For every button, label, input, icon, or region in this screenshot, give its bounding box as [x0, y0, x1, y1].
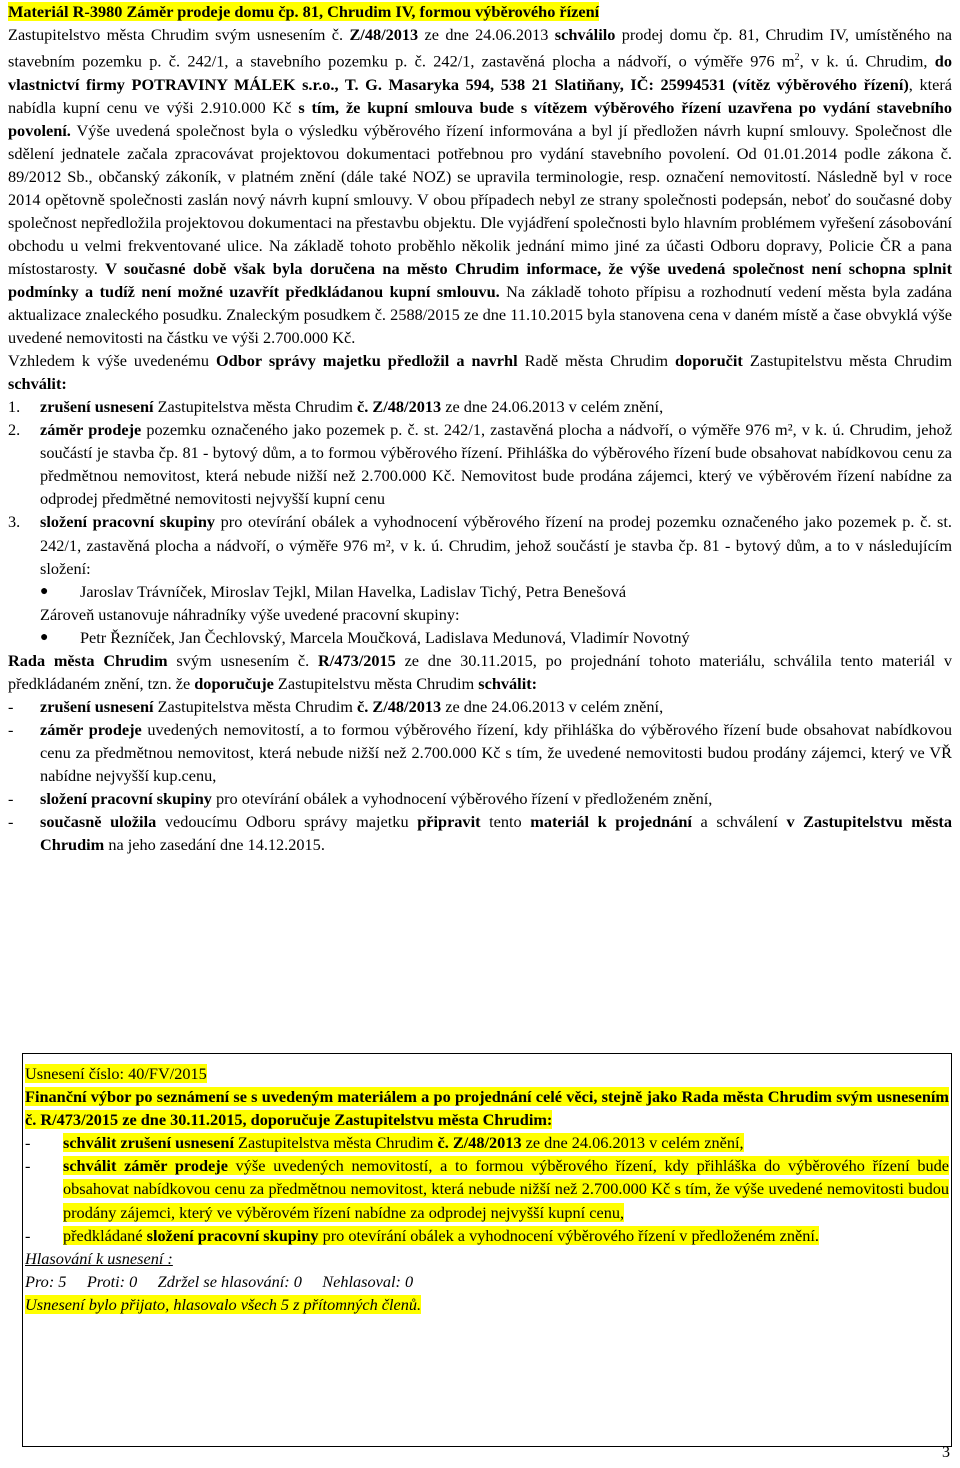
list-number: 2.	[8, 420, 21, 440]
item-bold: materiál k projednání	[530, 812, 692, 832]
resolution-result-text: Usnesení bylo přijato, hlasovalo všech 5 z přítomných členů.	[25, 1294, 422, 1314]
intro-text: , v k. ú. Chrudim,	[799, 51, 935, 71]
vote-pro: Pro: 5	[25, 1271, 67, 1291]
document-title	[8, 0, 952, 23]
council-text: Zastupitelstvu města Chrudim	[273, 673, 479, 693]
item-text: Zastupitelstva města Chrudim	[153, 696, 358, 716]
substitutes-list: Petr Řezníček, Jan Čechlovský, Marcela Moučková, Ladislava Medunová, Vladimír Novotný	[80, 627, 690, 647]
vote-nehlasoval: Nehlasoval: 0	[322, 1271, 414, 1291]
bullet-icon: ●	[40, 629, 49, 645]
item-text: ze dne 24.06.2013 v celém znění,	[521, 1133, 744, 1153]
item-lead: schválit záměr prodeje	[63, 1156, 228, 1176]
resolution-item	[25, 1224, 949, 1247]
item-lead: záměr prodeje	[40, 719, 142, 739]
intro-text: prodej domu čp. 81, Chrudim IV, umístěného na stavebním pozemku p. č. 242/1, a stavebního pozemku p. č. 242/1, zastavěná plocha a nádvoří, o výměře 976 m	[8, 25, 952, 71]
members-list: Jaroslav Trávníček, Miroslav Tejkl, Milan Havelka, Ladislav Tichý, Petra Benešová	[80, 581, 627, 601]
vote-heading-text: Hlasování k usnesení :	[25, 1248, 173, 1268]
list-lead: složení pracovní skupiny	[40, 512, 216, 532]
resolution-intro	[25, 1085, 949, 1131]
document-page	[8, 0, 952, 856]
council-item	[8, 695, 952, 718]
item-text: uvedených nemovitostí, a to formou výběrového řízení, kdy přihláška do výběrového řízení bude obsahovat nabídkovou cenu za předmětnou nemovitost, která nebude nižší než 2.700.000 Kč s tím, že uvedené nemovitosti budou prodány zájemci, který ve VŘ nabídne nejvyšší kup.cenu,	[40, 719, 953, 785]
item-text: ze dne 24.06.2013 v celém znění,	[441, 696, 664, 716]
item-lead: zrušení usnesení	[40, 696, 154, 716]
vote-heading	[25, 1247, 949, 1270]
resolution-number-text: Usnesení číslo: 40/FV/2015	[25, 1064, 207, 1083]
council-item	[8, 718, 952, 787]
council-item	[8, 787, 952, 810]
dash-marker: -	[8, 696, 14, 716]
intro-text: ze dne 24.06.2013	[418, 25, 555, 45]
intro-text: Zastupitelstvo města Chrudim svým usnesením č.	[8, 25, 344, 45]
list-ref: č. Z/48/2013	[357, 397, 442, 417]
list-item	[8, 418, 952, 510]
list-item	[8, 395, 952, 418]
list-text: pro otevírání obálek a vyhodnocení výběrového řízení na prodej pozemku označeného jako pozemek p. č. st. 242/1, zastavěná plocha a nádvoří, o výměře 976 m², v k. ú. Chrudim, jehož součástí je stavba čp. 81 - bytový dům, a to v následujícím složení:	[40, 512, 952, 578]
bullet-icon: ●	[40, 583, 49, 599]
member-bullet	[40, 580, 952, 603]
item-text: pro otevírání obálek a vyhodnocení výběrového řízení v předloženém znění.	[318, 1225, 819, 1245]
item-text: a schválení	[691, 812, 787, 832]
council-paragraph	[8, 649, 952, 695]
item-text: tento	[480, 812, 531, 832]
resolution-item	[25, 1131, 949, 1154]
list-text: ze dne 24.06.2013 v celém znění,	[441, 397, 664, 417]
proposal-text: Zastupitelstvu města Chrudim	[742, 351, 953, 371]
item-text: na jeho zasedání dne 14.12.2015.	[104, 835, 325, 855]
council-recommend: doporučuje	[194, 673, 274, 693]
substitutes-intro: Zároveň ustanovuje náhradníky výše uvedené pracovní skupiny:	[40, 604, 460, 624]
item-lead: složení pracovní skupiny	[146, 1225, 319, 1245]
proposal-text: Radě města Chrudim	[517, 351, 675, 371]
intro-paragraph	[8, 23, 952, 349]
item-text: předkládané	[63, 1225, 147, 1245]
item-ref: č. Z/48/2013	[437, 1133, 522, 1153]
vote-results	[25, 1270, 949, 1293]
item-ref: č. Z/48/2013	[357, 696, 442, 716]
item-text: vedoucímu Odboru správy majetku	[156, 812, 418, 832]
item-lead: současně uložila	[40, 812, 157, 832]
list-item	[8, 510, 952, 579]
intro-condition: s tím, že kupní smlouva bude s vítězem výběrového řízení uzavřena po vydání stavebního povolení.	[8, 97, 952, 140]
item-text: Zastupitelstva města Chrudim	[233, 1133, 438, 1153]
council-name: Rada města Chrudim	[8, 650, 168, 670]
council-ref: R/473/2015	[318, 650, 396, 670]
dash-marker: -	[8, 812, 14, 832]
council-approve: schválit:	[478, 673, 538, 693]
dash-marker: -	[8, 719, 14, 739]
intro-notice: V současné době však byla doručena na město Chrudim informace, že výše uvedená společnost není schopna splnit podmínky a tudíž není možné uzavřít předkládanou kupní smlouvu.	[8, 258, 953, 301]
vote-zdrzel: Zdržel se hlasování: 0	[157, 1271, 302, 1291]
council-item	[8, 810, 952, 856]
list-number: 3.	[8, 512, 21, 532]
proposal-paragraph	[8, 349, 952, 395]
list-lead: zrušení usnesení	[40, 397, 154, 417]
item-lead: složení pracovní skupiny	[40, 789, 212, 809]
intro-text: Na základě tohoto přípisu a rozhodnutí vedení města byla zadána aktualizace znaleckého posudku. Znaleckým posudkem č. 2588/2015 ze dne 11.10.2015 byla stanovena cena v daném místě a čase obvyklá výše uvedené nemovitosti na částku ve výši 2.700.000 Kč.	[8, 281, 953, 348]
resolution-item	[25, 1154, 949, 1223]
proposal-dept: Odbor správy majetku předložil a navrhl	[216, 351, 518, 371]
council-text: svým usnesením č.	[167, 650, 318, 670]
resolution-intro-text: Finanční výbor po seznámení se s uvedeným materiálem a po projednání celé věci, stejně jako Rada města Chrudim svým usnesením č. R/473/2015 ze dne 30.11.2015, doporučuje Zastupitelstvu města Chrudim:	[25, 1087, 949, 1130]
title-text: Materiál R-3980 Záměr prodeje domu čp. 81, Chrudim IV, formou výběrového řízení	[8, 2, 600, 21]
council-text: ze dne 30.11.2015, po projednání tohoto materiálu, schválila tento materiál v předkládaném znění, tzn. že	[8, 650, 952, 693]
vote-proti: Proti: 0	[86, 1271, 138, 1291]
item-text: pro otevírání obálek a vyhodnocení výběrového řízení v předloženém znění,	[211, 789, 713, 809]
intro-text: , která nabídla kupní cenu ve výši 2.910.000 Kč	[8, 74, 952, 117]
dash-marker: -	[8, 789, 14, 809]
resolution-result	[25, 1293, 949, 1316]
intro-buyer: do vlastnictví firmy POTRAVINY MÁLEK s.r.o., T. G. Masaryka 594, 538 21 Slatiňany, IČ: 25994531 (vítěz výběrového řízení)	[8, 51, 952, 94]
list-lead: záměr prodeje	[40, 420, 142, 440]
proposal-approve: schválit:	[8, 374, 67, 394]
intro-resolution-ref: Z/48/2013	[349, 25, 419, 45]
dash-marker: -	[25, 1133, 31, 1153]
resolution-box	[22, 1053, 952, 1447]
intro-approved: schválilo	[554, 25, 616, 45]
page-number: 3	[942, 1444, 950, 1461]
proposal-text: Vzhledem k výše uvedenému	[8, 351, 216, 371]
list-text: Zastupitelstva města Chrudim	[153, 397, 358, 417]
item-lead: schválit zrušení usnesení	[63, 1133, 234, 1153]
superscript: 2	[794, 52, 800, 64]
intro-text: Výše uvedená společnost byla o výsledku výběrového řízení informována a byl jí předložen návrh kupní smlouvy. Společnost dle sdělení jednatele začala zpracovávat projektovou dokumentaci potřebnou pro vydání stavebního povolení. Od 01.01.2014 podle zákona č. 89/2012 Sb., občanský zákoník, v platném znění (dále také NOZ) se upravila terminologie, resp. označení nemovitostí. Následně byl v roce 2014 opětovně společnosti zaslán nový návrh kupní smlouvy. V obou případech nebyl ze strany společnosti podepsán, neboť do současné doby společnost nepředložila projektovou dokumentaci na přestavbu objektu. Dle vyjádření společnosti bylo hlavním problémem vyřešení zásobování obchodu u velmi frekventované ulice. Na základě tohoto proběhlo několik jednání mimo jiné za účasti Odboru dopravy, Policie ČR a pana místostarosty.	[8, 120, 952, 278]
resolution-number	[25, 1062, 949, 1085]
item-bold: v Zastupitelstvu města Chrudim	[40, 812, 952, 855]
member-bullet	[40, 626, 952, 649]
dash-marker: -	[25, 1156, 31, 1176]
list-number: 1.	[8, 397, 21, 417]
item-bold: připravit	[417, 812, 481, 832]
proposal-recommend: doporučit	[675, 351, 743, 371]
item-text: výše uvedených nemovitostí, a to formou výběrového řízení, kdy přihláška do výběrového řízení bude obsahovat nabídkovou cenu za předmětnou nemovitost, která nebude nižší než 2.700.000 Kč s tím, že výše uvedené nemovitosti budou prodány zájemci, který ve výběrovém řízení nabídne za odprodej nejvyšší kupní cenu,	[63, 1156, 949, 1222]
list-text: pozemku označeného jako pozemek p. č. st. 242/1, zastavěná plocha a nádvoří, o výměře 976 m², v k. ú. Chrudim, jehož součástí je stavba čp. 81 - bytový dům, a to formou výběrového řízení. Přihláška do výběrového řízení bude obsahovat nabídkovou cenu za předmětnou nemovitost, která nebude nižší než 2.700.000 Kč. Nemovitost bude prodána zájemci, který ve výběrovém řízení nabídne za odprodej předmětné nemovitosti nejvyšší kupní cenu	[40, 420, 952, 509]
dash-marker: -	[25, 1225, 31, 1245]
